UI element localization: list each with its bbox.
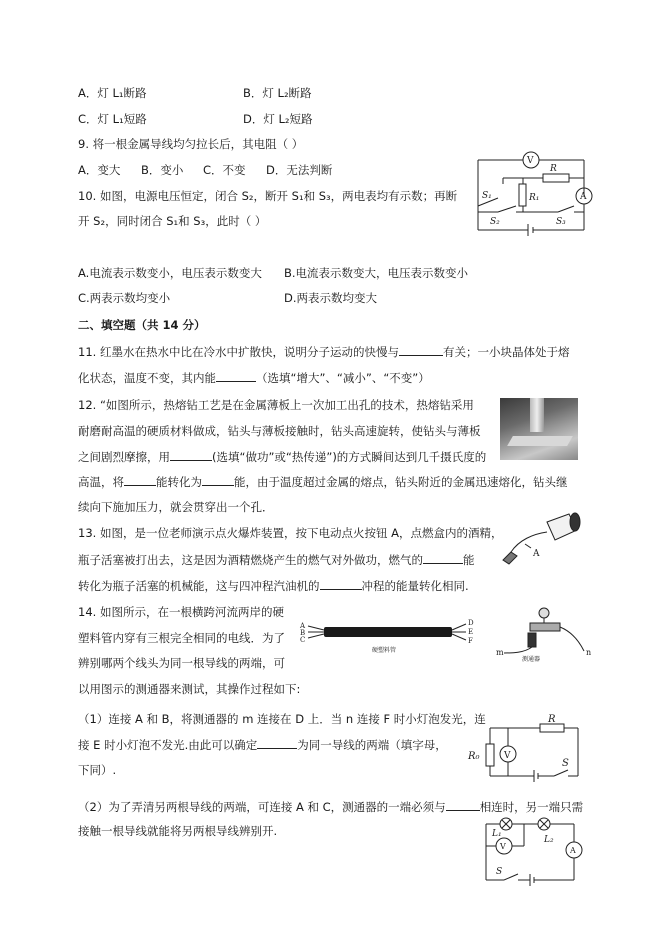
- rr0-r-label: R: [548, 714, 556, 725]
- q10-s1-label: S₁: [482, 191, 492, 201]
- q14-part1-line1: （1）连接 A 和 B，将测通器的 m 连接在 D 上．当 n 连接 F 时小灯泡发光，连: [78, 712, 486, 726]
- q10-r-label: R: [550, 164, 557, 174]
- q14-part2-line2: 接触一根导线就能将另两根导线辨别开.: [78, 824, 278, 838]
- l1l2-voltmeter-label: V: [500, 842, 506, 851]
- l1l2-switch-label: S: [496, 867, 503, 877]
- q12-line5: 续向下施加压力，就会贯穿出一个孔．: [78, 500, 274, 514]
- drill-bit-shape: [530, 398, 544, 432]
- q12-text-d: 能转化为: [156, 475, 202, 489]
- l1l2-ammeter-label: A: [570, 846, 576, 855]
- q12-line1: 12. “如图所示，热熔钻工艺是在金属薄板上一次加工出孔的技术，热熔钻采用: [78, 398, 474, 412]
- q12-text-c: 高温，将: [78, 475, 124, 489]
- pipe-figure: [298, 612, 480, 656]
- q10-option-d: D.两表示数均变大: [284, 291, 378, 305]
- q11-text-d: （选填“增大”、“减小”、“不变”）: [256, 371, 430, 385]
- q12-blank-3: [202, 473, 234, 486]
- q12-blank-1: [170, 448, 212, 461]
- q8-option-d: D．灯 L₂短路: [243, 112, 313, 126]
- q10-voltmeter-label: V: [527, 156, 534, 166]
- q14-part1-text-b: 为同一导线的两端（填字母，: [297, 738, 447, 752]
- section-title: 二、填空题（共 14 分）: [78, 318, 206, 332]
- drill-photo: [500, 398, 578, 460]
- q12-line2: 耐磨耐高温的硬质材料做成，钻头与薄板接触时，钻头高速旋转，使钻头与薄板: [78, 424, 481, 438]
- q13-text-b: 能: [463, 553, 475, 567]
- q12-text-b: (选填“做功”或“热传递”)的方式瞬间达到几千摄氏度的: [212, 450, 487, 464]
- pipe-label-e: E: [468, 628, 474, 636]
- q10-stem-line2: 开 S₂，同时闭合 S₁和 S₃，此时（ ）: [78, 214, 267, 228]
- pipe-label-a: A: [300, 622, 306, 630]
- ignition-button-label: A: [533, 549, 540, 559]
- plastic-pipe: [324, 627, 452, 637]
- q12-text-a: 之间剧烈摩擦，用: [78, 450, 170, 464]
- pipe-label-d: D: [468, 619, 474, 627]
- l1-l2-circuit-figure: [474, 812, 586, 888]
- q12-line4: [78, 473, 568, 490]
- ignition-device-figure: [497, 510, 583, 566]
- l1-label: L₁: [492, 829, 502, 839]
- q14-line4: 以用图示的测通器来测试，其操作过程如下:: [78, 682, 301, 696]
- q13-blank-2: [320, 577, 362, 590]
- q14-part1-line2: [78, 736, 447, 753]
- q8-option-a: A．灯 L₁断路: [78, 86, 147, 100]
- q14-blank-2: [446, 798, 480, 811]
- q14-line2: 塑料管内穿有三根完全相同的电线．为了: [78, 631, 285, 645]
- tester-figure: [494, 603, 594, 665]
- q9-option-b: B．变小: [141, 163, 184, 177]
- r-r0-circuit-figure: [466, 714, 590, 784]
- q13-line1: 13. 如图，是一位老师演示点火爆炸装置，按下电动点火按钮 A，点燃盒内的酒精，: [78, 526, 503, 540]
- tester-label-m: m: [496, 648, 504, 657]
- q14-line3: 辨别哪两个线头为同一根导线的两端，可: [78, 656, 285, 670]
- q14-part1-line3: 下同）.: [78, 763, 117, 777]
- q13-line3: [78, 577, 469, 594]
- q10-s2-label: S₂: [490, 217, 500, 227]
- q10-s3-label: S₃: [556, 217, 566, 227]
- q11-text-b: 有关；一小块晶体处于熔: [442, 345, 570, 359]
- q13-line2: [78, 551, 475, 568]
- metal-plate-shape: [507, 436, 573, 446]
- q14-part2-text-b: 相连时，另一端只需: [479, 800, 584, 814]
- q11-text-c: 化状态，温度不变，其内能: [78, 371, 216, 385]
- q12-line3: [78, 448, 486, 465]
- q12-text-e: 能，由于温度超过金属的熔点，钻头附近的金属迅速熔化，钻头继: [234, 475, 568, 489]
- q13-blank-1: [423, 551, 463, 564]
- q14-blank-1: [257, 736, 297, 749]
- q10-stem-line1: 10. 如图，电源电压恒定，闭合 S₂，断开 S₁和 S₃，两电表均有示数；再断: [78, 189, 458, 203]
- q14-line1: 14. 如图所示，在一根横跨河流两岸的硬: [78, 605, 284, 619]
- pipe-label-f: F: [468, 637, 473, 645]
- q9-option-d: D．无法判断: [266, 163, 333, 177]
- q14-part1-text-a: 接 E 时小灯泡不发光.由此可以确定: [78, 738, 258, 752]
- q10-ammeter-label: A: [580, 192, 587, 202]
- q11-line2: [78, 369, 430, 386]
- q14-part2-text-a: （2）为了弄清另两根导线的两端，可连接 A 和 C，测通器的一端必须与: [78, 800, 446, 814]
- q13-text-c: 转化为瓶子活塞的机械能，这与四冲程汽油机的: [78, 579, 320, 593]
- rr0-voltmeter-label: V: [504, 751, 511, 761]
- rr0-switch-label: S: [562, 758, 569, 769]
- q11-blank-2: [216, 369, 256, 382]
- q8-option-c: C．灯 L₁短路: [78, 112, 147, 126]
- q10-circuit-figure: [468, 150, 598, 238]
- q10-option-c: C.两表示数均变小: [78, 291, 171, 305]
- q11-text-a: 11. 红墨水在热水中比在冷水中扩散快，说明分子运动的快慢与: [78, 345, 399, 359]
- q13-text-d: 冲程的能量转化相同.: [361, 579, 469, 593]
- q12-blank-2: [124, 473, 156, 486]
- q10-r1-label: R₁: [529, 193, 540, 203]
- pipe-label-b: B: [300, 629, 306, 637]
- q9-stem: 9. 将一根金属导线均匀拉长后，其电阻（ ）: [78, 137, 304, 151]
- q11-blank-1: [399, 343, 443, 356]
- q10-option-a: A.电流表示数变小，电压表示数变大: [78, 266, 262, 280]
- tester-label-n: n: [586, 648, 592, 657]
- q9-option-c: C．不变: [203, 163, 246, 177]
- tester-caption: 测通器: [522, 656, 541, 663]
- q10-option-b: B.电流表示数变大，电压表示数变小: [284, 266, 469, 280]
- l2-label: L₂: [544, 835, 554, 845]
- pipe-caption: 硬塑料管: [372, 647, 397, 654]
- q8-option-b: B．灯 L₂断路: [243, 86, 312, 100]
- q9-option-a: A．变大: [78, 163, 121, 177]
- rr0-r0-label: R₀: [468, 751, 480, 762]
- pipe-label-c: C: [300, 636, 306, 644]
- q11-line1: [78, 343, 569, 360]
- q13-text-a: 瓶子活塞被打出去，这是因为酒精燃烧产生的燃气对外做功，燃气的: [78, 553, 423, 567]
